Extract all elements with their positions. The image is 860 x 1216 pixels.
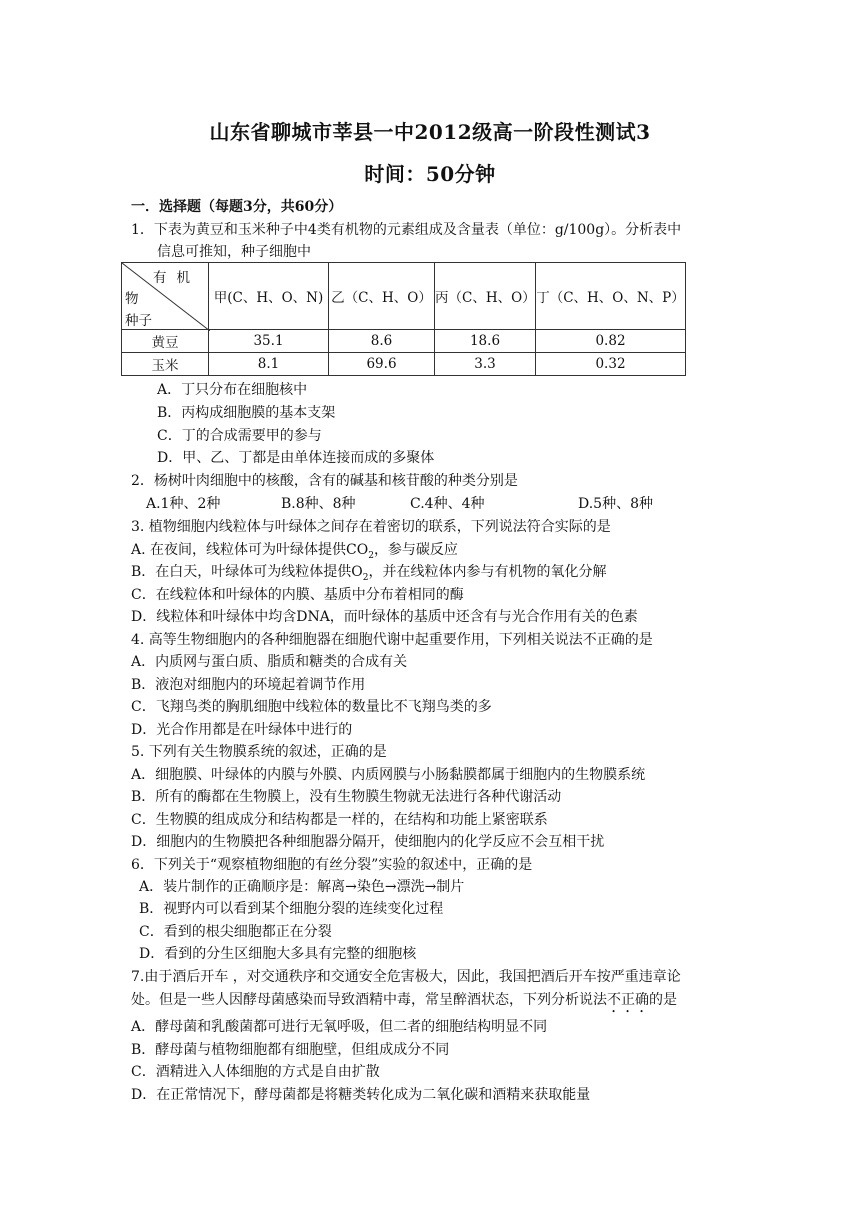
table-header-yi: 乙（C、H、O） [329,263,435,330]
q1-option-a: A．丁只分布在细胞核中 [157,382,308,398]
q2-option-c: C.4种、4种 [410,496,485,512]
cell: 8.6 [329,330,435,353]
q6-option-a: A．装片制作的正确顺序是：解离→染色→漂洗→制片 [139,879,465,895]
q4-stem: 4. 高等生物细胞内的各种细胞器在细胞代谢中起重要作用，下列相关说法不正确的是 [131,632,653,648]
exam-title: 山东省聊城市莘县一中2012级高一阶段性测试3 [209,120,651,144]
q6-stem: 6．下列关于“观察植物细胞的有丝分裂”实验的叙述中，正确的是 [131,857,533,873]
q6-option-c: C．看到的根尖细胞都正在分裂 [139,924,332,940]
cell: 69.6 [329,353,435,376]
q7-emphasis-not-correct: 不正确 [607,992,649,1008]
cell: 3.3 [435,353,536,376]
q3-option-a [131,540,458,560]
q2-option-d: D.5种、8种 [578,496,653,512]
q1-table [121,262,686,376]
q7-option-b: B．酵母菌与植物细胞都有细胞壁，但组成成分不同 [131,1042,450,1058]
q2-option-a: A.1种、2种 [146,496,221,512]
q3-option-b [131,562,607,582]
row-name: 黄豆 [122,330,209,353]
table-corner-cell [122,263,209,330]
exam-time: 时间：50分钟 [364,162,496,186]
corner-label-mid: 物 [125,291,139,307]
table-header-ding: 丁（C、H、O、N、P） [536,263,686,330]
q6-option-b: B．视野内可以看到某个细胞分裂的连续变化过程 [139,901,444,917]
table-row [122,330,686,353]
q3-option-d: D．线粒体和叶绿体中均含DNA，而叶绿体的基质中还含有与光合作用有关的色素 [131,609,638,625]
q3-b-text: B．在白天，叶绿体可为线粒体提供O [131,564,363,580]
q3-a-subscript: 2 [368,550,374,561]
section-heading: 一．选择题（每题3分，共60分） [131,199,343,215]
table-header-bing: 丙（C、H、O） [435,263,536,330]
q2-option-b: B.8种、8种 [281,496,356,512]
q1-option-d: D．甲、乙、丁都是由单体连接而成的多聚体 [157,450,435,466]
q3-a-text: A. 在夜间，线粒体可为叶绿体提供CO [131,542,369,558]
q2-stem: 2．杨树叶肉细胞中的核酸，含有的碱基和核苷酸的种类分别是 [131,473,518,489]
q1-option-b: B．丙构成细胞膜的基本支架 [157,405,336,421]
q3-b-text-end: ，并在线粒体内参与有机物的氧化分解 [368,564,607,580]
q3-b-subscript: 2 [362,572,369,583]
q7-option-c: C．酒精进入人体细胞的方式是自由扩散 [131,1064,380,1080]
q5-stem: 5. 下列有关生物膜系统的叙述，正确的是 [131,744,387,760]
corner-label-bottom: 种子 [125,313,152,329]
q6-option-d: D．看到的分生区细胞大多具有完整的细胞核 [139,946,417,962]
q1-stem-line2: 信息可推知，种子细胞中 [157,244,311,260]
q5-option-b: B．所有的酶都在生物膜上，没有生物膜生物就无法进行各种代谢活动 [131,789,562,805]
q3-option-c: C．在线粒体和叶绿体的内膜、基质中分布着相同的酶 [131,587,464,603]
q5-option-c: C．生物膜的组成成分和结构都是一样的，在结构和功能上紧密联系 [131,812,548,828]
cell: 0.82 [536,330,686,353]
q7-stem-line2 [131,990,677,1016]
cell: 8.1 [209,353,329,376]
q4-option-a: A．内质网与蛋白质、脂质和糖类的合成有关 [131,654,408,670]
q7-stem-line1: 7.由于酒后开车 ，对交通秩序和交通安全危害极大，因此，我国把酒后开车按严重违章论 [131,969,681,985]
q3-stem: 3. 植物细胞内线粒体与叶绿体之间存在着密切的联系，下列说法符合实际的是 [131,519,611,535]
q7-stem-text-end: 的是 [649,992,677,1008]
cell: 35.1 [209,330,329,353]
table-row [122,353,686,376]
cell: 0.32 [536,353,686,376]
q4-option-b: B．液泡对细胞内的环境起着调节作用 [131,677,366,693]
corner-label-top: 有机 [153,270,200,286]
row-name: 玉米 [122,353,209,376]
cell: 18.6 [435,330,536,353]
q5-option-a: A．细胞膜、叶绿体的内膜与外膜、内质网膜与小肠黏膜都属于细胞内的生物膜系统 [131,767,646,783]
q3-a-text-end: ，参与碳反应 [373,542,458,558]
q1-stem-line1: 1．下表为黄豆和玉米种子中4类有机物的元素组成及含量表（单位：g/100g）。分析表中 [131,222,682,238]
table-header-jia: 甲(C、H、O、N) [209,263,329,330]
q4-option-c: C．飞翔鸟类的胸肌细胞中线粒体的数量比不飞翔鸟类的多 [131,699,492,715]
q7-option-a: A．酵母菌和乳酸菌都可进行无氧呼吸，但二者的细胞结构明显不同 [131,1019,548,1035]
q7-stem-text: 处。但是一些人因酵母菌感染而导致酒精中毒，常呈醉酒状态，下列分析说法 [131,992,607,1008]
q1-option-c: C．丁的合成需要甲的参与 [157,428,322,444]
q4-option-d: D．光合作用都是在叶绿体中进行的 [131,722,353,738]
q7-option-d: D．在正常情况下，酵母菌都是将糖类转化成为二氧化碳和酒精来获取能量 [131,1087,591,1103]
q5-option-d: D．细胞内的生物膜把各种细胞器分隔开，使细胞内的化学反应不会互相干扰 [131,834,605,850]
